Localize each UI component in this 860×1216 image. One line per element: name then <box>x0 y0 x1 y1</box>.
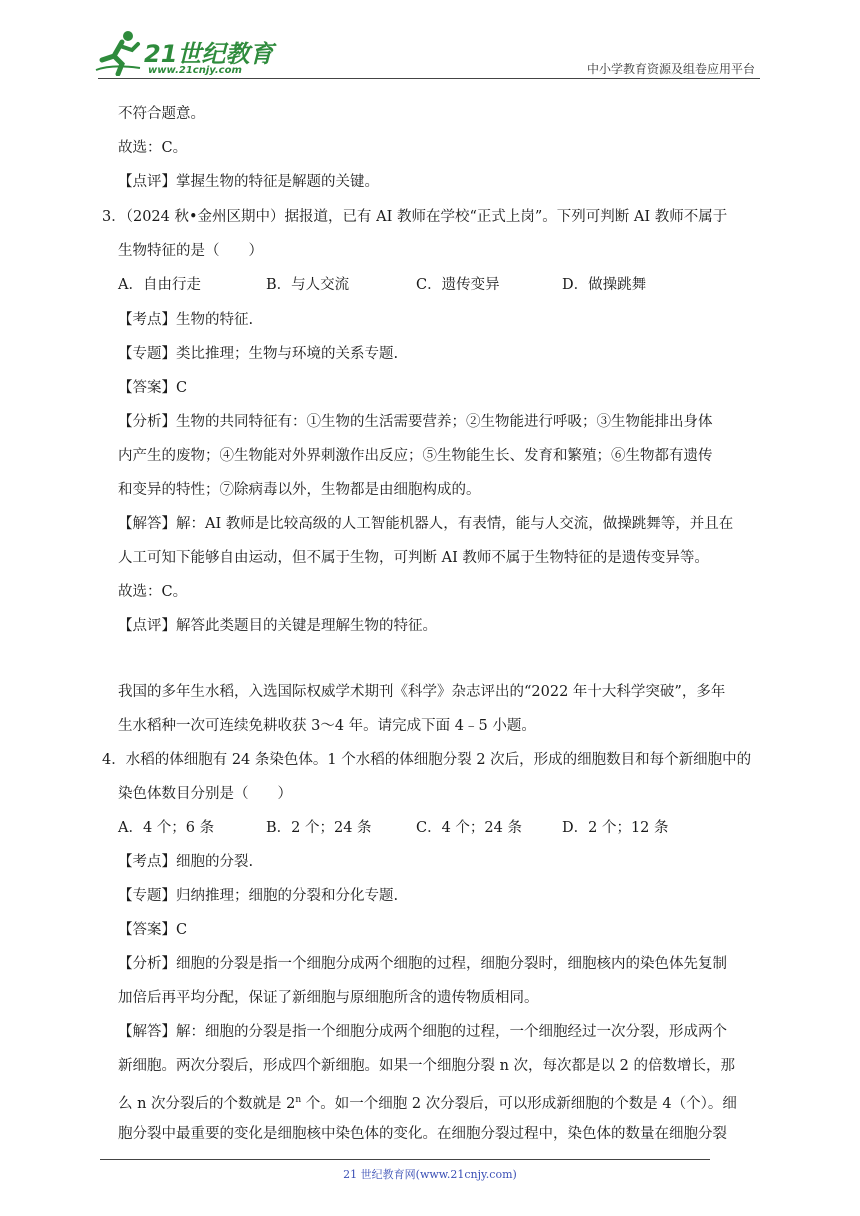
comment-line: 【点评】解答此类题目的关键是理解生物的特征。 <box>118 618 437 634</box>
option-a: A．自由行走 <box>118 277 201 293</box>
answer-line: 【答案】C <box>118 380 188 396</box>
option-b: B．与人交流 <box>266 277 350 293</box>
comment-line: 【点评】掌握生物的特征是解题的关键。 <box>118 174 379 190</box>
solution-line <box>118 1090 737 1114</box>
analysis-line: 【分析】细胞的分裂是指一个细胞分成两个细胞的过程，细胞分裂时，细胞核内的染色体先复制 <box>118 956 727 972</box>
option-d: D．做操跳舞 <box>562 277 647 293</box>
option-c: C．4 个；24 条 <box>416 820 522 836</box>
option-d: D．2 个；12 条 <box>562 820 669 836</box>
question-3-stem: 3．（2024 秋•金州区期中）据报道，已有 AI 教师在学校“正式上岗”。下列可判断 AI 教师不属于 <box>102 209 728 225</box>
logo-url: www.21cnjy.com <box>148 65 242 76</box>
solution-line: 【解答】解：AI 教师是比较高级的人工智能机器人，有表情，能与人交流，做操跳舞等，并且在 <box>118 516 734 532</box>
text-line: 不符合题意。 <box>118 106 205 122</box>
analysis-line: 和变异的特性；⑦除病毒以外，生物都是由细胞构成的。 <box>118 482 481 498</box>
platform-title: 中小学教育资源及组卷应用平台 <box>586 62 755 76</box>
intro-line: 生水稻种一次可连续免耕收获 3～4 年。请完成下面 4﹣5 小题。 <box>118 718 536 734</box>
solution-line: 【解答】解：细胞的分裂是指一个细胞分成两个细胞的过程，一个细胞经过一次分裂，形成两个 <box>118 1024 727 1040</box>
footer-text: 21 世纪教育网(www.21cnjy.com) <box>343 1168 517 1181</box>
header-divider <box>98 78 760 79</box>
zhuanti-line: 【专题】类比推理；生物与环境的关系专题. <box>118 346 399 362</box>
question-4-options <box>118 818 669 838</box>
text-line: 故选：C。 <box>118 140 188 156</box>
question-3-stem: 生物特征的是（ ） <box>118 243 263 259</box>
kaodian-line: 【考点】细胞的分裂. <box>118 854 254 870</box>
logo <box>92 30 274 80</box>
option-b: B．2 个；24 条 <box>266 820 372 836</box>
solution-line: 人工可知下能够自由运动，但不属于生物，可判断 AI 教师不属于生物特征的是遗传变异等。 <box>118 550 709 566</box>
question-4-stem: 染色体数目分别是（ ） <box>118 786 292 802</box>
solution-line: 新细胞。两次分裂后，形成四个新细胞。如果一个细胞分裂 n 次，每次都是以 2 的倍数增长，那 <box>118 1058 735 1074</box>
option-a: A．4 个；6 条 <box>118 820 215 836</box>
footer-divider <box>100 1159 710 1160</box>
option-c: C．遗传变异 <box>416 277 500 293</box>
logo-text: 21世纪教育 <box>144 40 274 68</box>
question-4-stem: 4．水稻的体细胞有 24 条染色体。1 个水稻的体细胞分裂 2 次后，形成的细胞数目和每个新细胞中的 <box>102 752 752 768</box>
running-figure-icon <box>92 30 146 76</box>
kaodian-line: 【考点】生物的特征. <box>118 312 254 328</box>
analysis-line: 加倍后再平均分配，保证了新细胞与原细胞所含的遗传物质相同。 <box>118 990 539 1006</box>
analysis-line: 内产生的废物；④生物能对外界刺激作出反应；⑤生物能生长、发育和繁殖；⑥生物都有遗传 <box>118 448 713 464</box>
page-header <box>0 0 860 82</box>
solution-text: 么 n 次分裂后的个数就是 2 <box>118 1095 296 1112</box>
analysis-line: 【分析】生物的共同特征有：①生物的生活需要营养；②生物能进行呼吸；③生物能排出身体 <box>118 414 713 430</box>
solution-line: 胞分裂中最重要的变化是细胞核中染色体的变化。在细胞分裂过程中，染色体的数量在细胞分裂 <box>118 1126 727 1142</box>
text-line: 故选：C。 <box>118 584 188 600</box>
zhuanti-line: 【专题】归纳推理；细胞的分裂和分化专题. <box>118 888 399 904</box>
answer-line: 【答案】C <box>118 922 188 938</box>
question-3-options <box>118 275 646 295</box>
intro-line: 我国的多年生水稻，入选国际权威学术期刊《科学》杂志评出的“2022 年十大科学突破”，多年 <box>118 684 726 700</box>
solution-text: 个。如一个细胞 2 次分裂后，可以形成新细胞的个数是 4（个）。细 <box>301 1095 737 1112</box>
superscript-n: n <box>295 1095 302 1105</box>
